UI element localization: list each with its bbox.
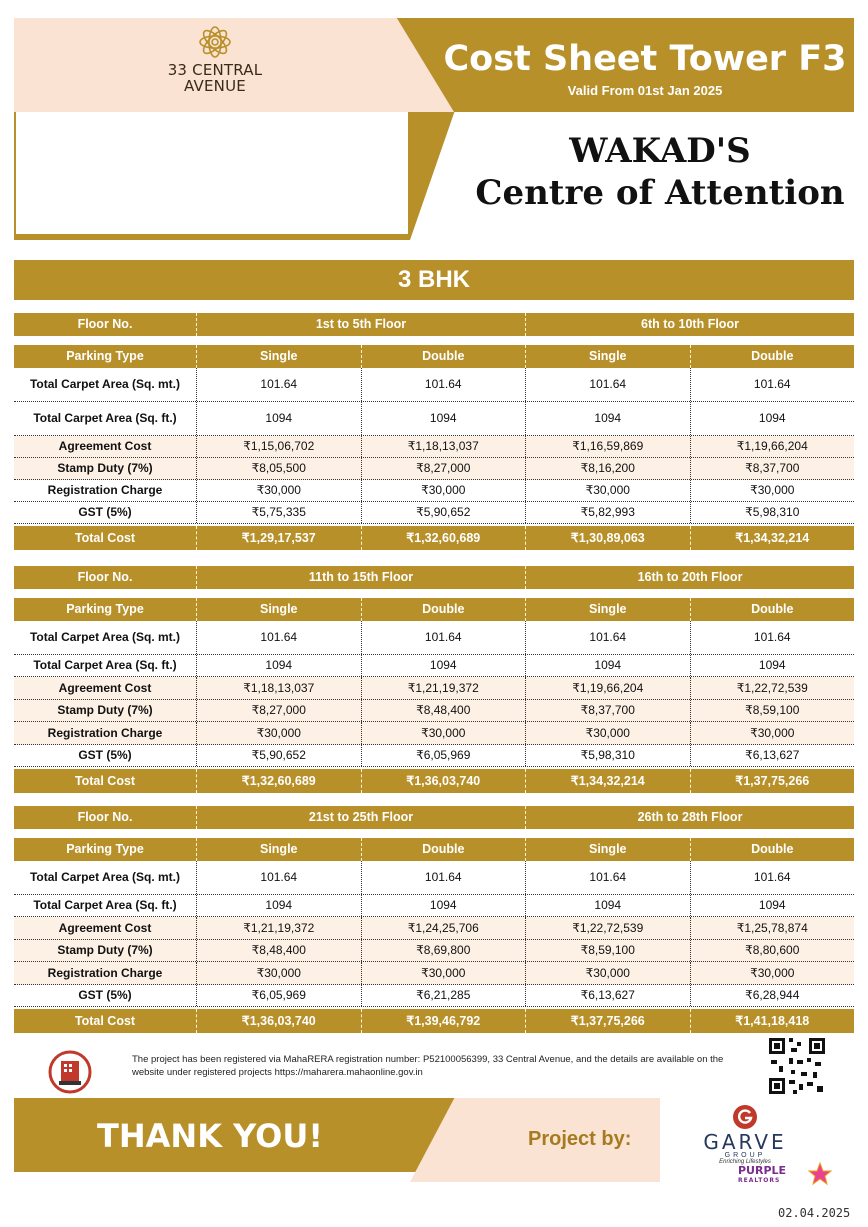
table-row xyxy=(14,458,854,480)
total-label: Total Cost xyxy=(74,773,136,788)
row-value: ₹1,22,72,539 xyxy=(690,677,855,699)
project-by-label: Project by: xyxy=(528,1128,632,1150)
total-label: Total Cost xyxy=(74,530,136,545)
table-row xyxy=(14,962,854,985)
row-value: ₹6,05,969 xyxy=(361,745,526,766)
total-value: ₹1,32,60,689 xyxy=(196,769,361,793)
parking-type: Single xyxy=(525,598,690,621)
row-value: 1094 xyxy=(196,402,361,435)
table-row xyxy=(14,677,854,700)
developer-logo xyxy=(690,1104,800,1165)
row-value: 101.64 xyxy=(196,621,361,654)
total-row xyxy=(14,526,854,550)
row-value: 101.64 xyxy=(690,368,855,401)
parking-header-row xyxy=(14,598,854,621)
row-value: ₹8,05,500 xyxy=(196,458,361,479)
row-value: 1094 xyxy=(361,402,526,435)
row-label: GST (5%) xyxy=(78,505,132,519)
total-value: ₹1,39,46,792 xyxy=(361,1009,526,1033)
table-row xyxy=(14,722,854,745)
total-row xyxy=(14,1009,854,1033)
row-value: ₹1,16,59,869 xyxy=(525,436,690,457)
row-label: Agreement Cost xyxy=(58,439,152,453)
table-row xyxy=(14,985,854,1007)
tagline-line-1: WAKAD'S xyxy=(569,131,751,171)
floor-label: Floor No. xyxy=(77,317,133,331)
row-label: Registration Charge xyxy=(47,965,163,980)
row-value: ₹30,000 xyxy=(525,722,690,744)
floor-range: 16th to 20th Floor xyxy=(525,566,854,589)
row-label: Total Carpet Area (Sq. mt.) xyxy=(29,630,181,644)
row-value: ₹6,13,627 xyxy=(525,985,690,1006)
row-value: ₹5,98,310 xyxy=(690,502,855,523)
developer-tagline: Enriching Lifestyles xyxy=(719,1159,771,1165)
total-value: ₹1,36,03,740 xyxy=(196,1009,361,1033)
row-value: ₹8,59,100 xyxy=(690,700,855,721)
parking-header-row xyxy=(14,345,854,368)
row-value: ₹8,16,200 xyxy=(525,458,690,479)
row-label: Stamp Duty (7%) xyxy=(57,703,153,717)
total-label: Total Cost xyxy=(74,1013,136,1028)
row-label: Total Carpet Area (Sq. mt.) xyxy=(29,870,181,884)
total-value: ₹1,32,60,689 xyxy=(361,526,526,550)
row-label: Registration Charge xyxy=(47,483,163,497)
floor-header-row xyxy=(14,566,854,589)
total-value: ₹1,29,17,537 xyxy=(196,526,361,550)
thank-you-text: THANK YOU! xyxy=(97,1117,323,1155)
row-value: ₹8,48,400 xyxy=(361,700,526,721)
row-value: ₹6,28,944 xyxy=(690,985,855,1006)
table-row xyxy=(14,917,854,940)
row-label: Agreement Cost xyxy=(58,680,152,695)
row-value: 101.64 xyxy=(525,621,690,654)
floor-range: 6th to 10th Floor xyxy=(525,313,854,336)
parking-header-row xyxy=(14,838,854,861)
row-label: Agreement Cost xyxy=(58,920,152,935)
total-value: ₹1,36,03,740 xyxy=(361,769,526,793)
row-label: GST (5%) xyxy=(78,748,132,762)
row-value: ₹1,22,72,539 xyxy=(525,917,690,939)
table-row xyxy=(14,368,854,402)
row-value: ₹30,000 xyxy=(196,722,361,744)
floor-label: Floor No. xyxy=(77,810,133,824)
row-value: ₹1,18,13,037 xyxy=(361,436,526,457)
developer-group: GROUP xyxy=(724,1152,766,1159)
floor-range: 21st to 25th Floor xyxy=(196,806,525,829)
row-value: ₹1,19,66,204 xyxy=(525,677,690,699)
row-value: ₹30,000 xyxy=(196,480,361,501)
parking-label: Parking Type xyxy=(66,842,144,856)
qr-code-icon xyxy=(767,1036,827,1096)
row-label: Total Carpet Area (Sq. ft.) xyxy=(33,658,177,672)
parking-label: Parking Type xyxy=(66,602,144,616)
row-value: 101.64 xyxy=(361,368,526,401)
row-value: 1094 xyxy=(361,895,526,916)
row-value: ₹5,98,310 xyxy=(525,745,690,766)
parking-type: Single xyxy=(525,345,690,368)
parking-type: Double xyxy=(361,838,526,861)
table-row xyxy=(14,436,854,458)
partner-logo xyxy=(738,1166,786,1186)
row-value: 101.64 xyxy=(690,621,855,654)
row-value: ₹1,21,19,372 xyxy=(361,677,526,699)
row-value: 101.64 xyxy=(525,861,690,894)
partner-line-2: REALTORS xyxy=(738,1177,781,1184)
row-label: Total Carpet Area (Sq. ft.) xyxy=(33,898,177,912)
floor-range: 26th to 28th Floor xyxy=(525,806,854,829)
row-label: Registration Charge xyxy=(47,725,163,740)
parking-type: Single xyxy=(196,838,361,861)
table-row xyxy=(14,940,854,962)
page-title: Cost Sheet Tower F3 xyxy=(443,39,847,79)
row-value: ₹8,37,700 xyxy=(525,700,690,721)
total-value: ₹1,34,32,214 xyxy=(525,769,690,793)
row-label: Total Carpet Area (Sq. ft.) xyxy=(33,411,177,425)
table-row xyxy=(14,621,854,655)
logo-line-1: 33 CENTRAL xyxy=(167,61,263,79)
total-value: ₹1,30,89,063 xyxy=(525,526,690,550)
tagline xyxy=(470,130,850,214)
star-icon xyxy=(808,1162,832,1186)
row-value: ₹30,000 xyxy=(690,962,855,984)
table-row xyxy=(14,502,854,524)
row-value: ₹30,000 xyxy=(525,962,690,984)
floor-header-row xyxy=(14,313,854,336)
row-value: ₹8,27,000 xyxy=(361,458,526,479)
parking-type: Double xyxy=(690,838,855,861)
row-value: ₹8,37,700 xyxy=(690,458,855,479)
total-row xyxy=(14,769,854,793)
table-row xyxy=(14,700,854,722)
table-row xyxy=(14,745,854,767)
row-value: ₹30,000 xyxy=(690,480,855,501)
header-blank-box xyxy=(16,112,408,234)
row-value: ₹30,000 xyxy=(525,480,690,501)
row-value: 1094 xyxy=(525,895,690,916)
row-value: 1094 xyxy=(690,402,855,435)
row-value: ₹30,000 xyxy=(196,962,361,984)
parking-label: Parking Type xyxy=(66,349,144,363)
row-value: ₹6,21,285 xyxy=(361,985,526,1006)
row-value: ₹5,90,652 xyxy=(196,745,361,766)
maharera-logo-icon xyxy=(48,1049,96,1095)
print-date: 02.04.2025 xyxy=(778,1206,851,1220)
row-value: 1094 xyxy=(690,655,855,676)
row-value: ₹1,24,25,706 xyxy=(361,917,526,939)
parking-type: Double xyxy=(690,598,855,621)
row-value: ₹1,19,66,204 xyxy=(690,436,855,457)
row-value: ₹30,000 xyxy=(690,722,855,744)
parking-type: Single xyxy=(525,838,690,861)
project-logo xyxy=(160,22,270,94)
row-value: ₹8,27,000 xyxy=(196,700,361,721)
row-value: 1094 xyxy=(690,895,855,916)
row-value: ₹5,75,335 xyxy=(196,502,361,523)
valid-from: Valid From 01st Jan 2025 xyxy=(567,83,723,98)
parking-type: Double xyxy=(361,345,526,368)
parking-type: Single xyxy=(196,598,361,621)
total-value: ₹1,34,32,214 xyxy=(690,526,855,550)
row-value: 1094 xyxy=(196,895,361,916)
row-value: ₹6,13,627 xyxy=(690,745,855,766)
row-value: ₹8,59,100 xyxy=(525,940,690,961)
floor-label: Floor No. xyxy=(77,570,133,584)
row-label: Stamp Duty (7%) xyxy=(57,943,153,957)
lotus-icon xyxy=(192,22,238,62)
partner-line-1: PURPLE xyxy=(738,1164,787,1177)
row-label: Total Carpet Area (Sq. mt.) xyxy=(29,377,181,391)
row-value: 1094 xyxy=(525,402,690,435)
row-value: ₹8,80,600 xyxy=(690,940,855,961)
parking-type: Double xyxy=(361,598,526,621)
parking-type: Double xyxy=(690,345,855,368)
floor-header-row xyxy=(14,806,854,829)
row-value: ₹8,69,800 xyxy=(361,940,526,961)
parking-type: Single xyxy=(196,345,361,368)
configuration-bar: 3 BHK xyxy=(14,260,854,300)
garve-g-icon xyxy=(732,1104,758,1130)
row-value: ₹8,48,400 xyxy=(196,940,361,961)
row-value: 101.64 xyxy=(690,861,855,894)
table-row xyxy=(14,895,854,917)
row-value: ₹5,82,993 xyxy=(525,502,690,523)
row-value: 1094 xyxy=(196,655,361,676)
table-row xyxy=(14,655,854,677)
row-value: ₹5,90,652 xyxy=(361,502,526,523)
row-value: 101.64 xyxy=(361,621,526,654)
row-label: Stamp Duty (7%) xyxy=(57,461,153,475)
row-value: ₹1,18,13,037 xyxy=(196,677,361,699)
row-value: ₹30,000 xyxy=(361,480,526,501)
total-value: ₹1,37,75,266 xyxy=(690,769,855,793)
row-value: ₹30,000 xyxy=(361,962,526,984)
row-value: ₹6,05,969 xyxy=(196,985,361,1006)
row-value: 1094 xyxy=(361,655,526,676)
total-value: ₹1,41,18,418 xyxy=(690,1009,855,1033)
total-value: ₹1,37,75,266 xyxy=(525,1009,690,1033)
row-label: GST (5%) xyxy=(78,988,132,1002)
logo-line-2: AVENUE xyxy=(184,77,246,95)
row-value: 101.64 xyxy=(196,861,361,894)
floor-range: 1st to 5th Floor xyxy=(196,313,525,336)
row-value: ₹1,15,06,702 xyxy=(196,436,361,457)
floor-range: 11th to 15th Floor xyxy=(196,566,525,589)
tagline-line-2: Centre of Attention xyxy=(475,173,845,213)
table-row xyxy=(14,402,854,436)
row-value: ₹1,21,19,372 xyxy=(196,917,361,939)
row-value: 101.64 xyxy=(196,368,361,401)
developer-name: GARVE xyxy=(703,1130,787,1154)
row-value: ₹1,25,78,874 xyxy=(690,917,855,939)
row-value: 1094 xyxy=(525,655,690,676)
row-value: 101.64 xyxy=(525,368,690,401)
table-row xyxy=(14,861,854,895)
row-value: 101.64 xyxy=(361,861,526,894)
table-row xyxy=(14,480,854,502)
row-value: ₹30,000 xyxy=(361,722,526,744)
rera-disclaimer: The project has been registered via MahaRERA registration number: P52100056399, 33 Central Avenue, and the details are available on the website under registered projects https://maharera.mahaonline.gov.in xyxy=(132,1054,724,1078)
